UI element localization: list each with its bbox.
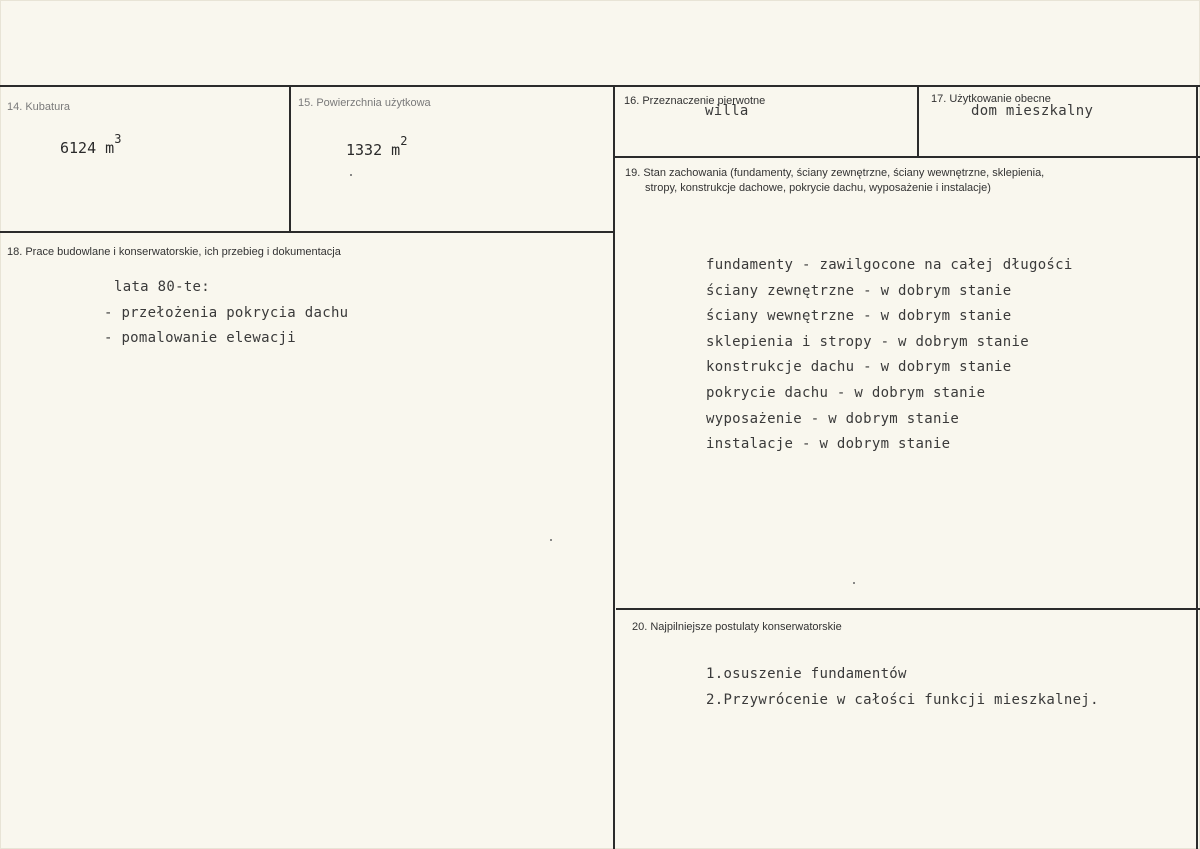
rule-row2 xyxy=(0,231,614,233)
stan-list xyxy=(706,253,1073,458)
stan-line: pokrycie dachu - w dobrym stanie xyxy=(706,384,986,401)
value-kubatura xyxy=(60,132,122,157)
value-powierzchnia-number: 1332 m xyxy=(346,141,401,159)
stan-line: wyposażenie - w dobrym stanie xyxy=(706,410,960,427)
label-prace: 18. Prace budowlane i konserwatorskie, ich przebieg i dokumentacja xyxy=(7,246,341,258)
postulaty-list xyxy=(706,661,1099,713)
value-uzytkowanie: dom mieszkalny xyxy=(971,103,1094,119)
speck xyxy=(350,174,352,176)
speck xyxy=(853,582,855,584)
label-uzytkowanie: 17. Użytkowanie obecne xyxy=(931,93,1051,105)
label-stan xyxy=(625,166,1185,196)
divider-main xyxy=(613,86,615,849)
stan-line: fundamenty - zawilgocone na całej długości xyxy=(706,257,1073,273)
divider-f14-f15 xyxy=(289,86,291,232)
stan-line: ściany zewnętrzne - w dobrym stanie xyxy=(706,282,1012,299)
value-kubatura-exp: 3 xyxy=(114,132,122,146)
label-przeznaczenie: 16. Przeznaczenie pierwotne xyxy=(624,95,766,107)
label-stan-line1: 19. Stan zachowania (fundamenty, ściany zewnętrzne, ściany wewnętrzne, sklepienia, xyxy=(625,167,1045,179)
value-powierzchnia xyxy=(346,134,408,159)
value-kubatura-number: 6124 m xyxy=(60,139,115,157)
label-stan-line2: stropy, konstrukcje dachowe, pokrycie dachu, wyposażenie i instalacje) xyxy=(645,182,991,194)
prace-line: lata 80-te: xyxy=(114,279,211,295)
label-powierzchnia: 15. Powierzchnia użytkowa xyxy=(298,97,431,109)
label-postulaty: 20. Najpilniejsze postulaty konserwatorskie xyxy=(632,621,842,633)
right-edge xyxy=(1196,86,1198,849)
prace-line: - przełożenia pokrycia dachu xyxy=(104,304,349,321)
rule-f17-bottom xyxy=(614,156,1200,158)
stan-line: ściany wewnętrzne - w dobrym stanie xyxy=(706,308,1012,325)
postulaty-line: 2.Przywrócenie w całości funkcji mieszkalnej. xyxy=(706,692,1099,708)
label-kubatura: 14. Kubatura xyxy=(7,101,70,113)
prace-line: - pomalowanie elewacji xyxy=(104,330,297,347)
rule-f20-top xyxy=(616,608,1200,610)
speck xyxy=(550,539,552,541)
value-powierzchnia-exp: 2 xyxy=(400,134,408,148)
top-rule xyxy=(0,85,1200,87)
prace-list xyxy=(104,275,348,352)
value-przeznaczenie: willa xyxy=(705,103,749,119)
divider-f16-f17 xyxy=(917,86,919,157)
stan-line: sklepienia i stropy - w dobrym stanie xyxy=(706,333,1029,350)
stan-line: konstrukcje dachu - w dobrym stanie xyxy=(706,359,1012,376)
stan-line: instalacje - w dobrym stanie xyxy=(706,436,951,453)
postulaty-line: 1.osuszenie fundamentów xyxy=(706,666,907,682)
